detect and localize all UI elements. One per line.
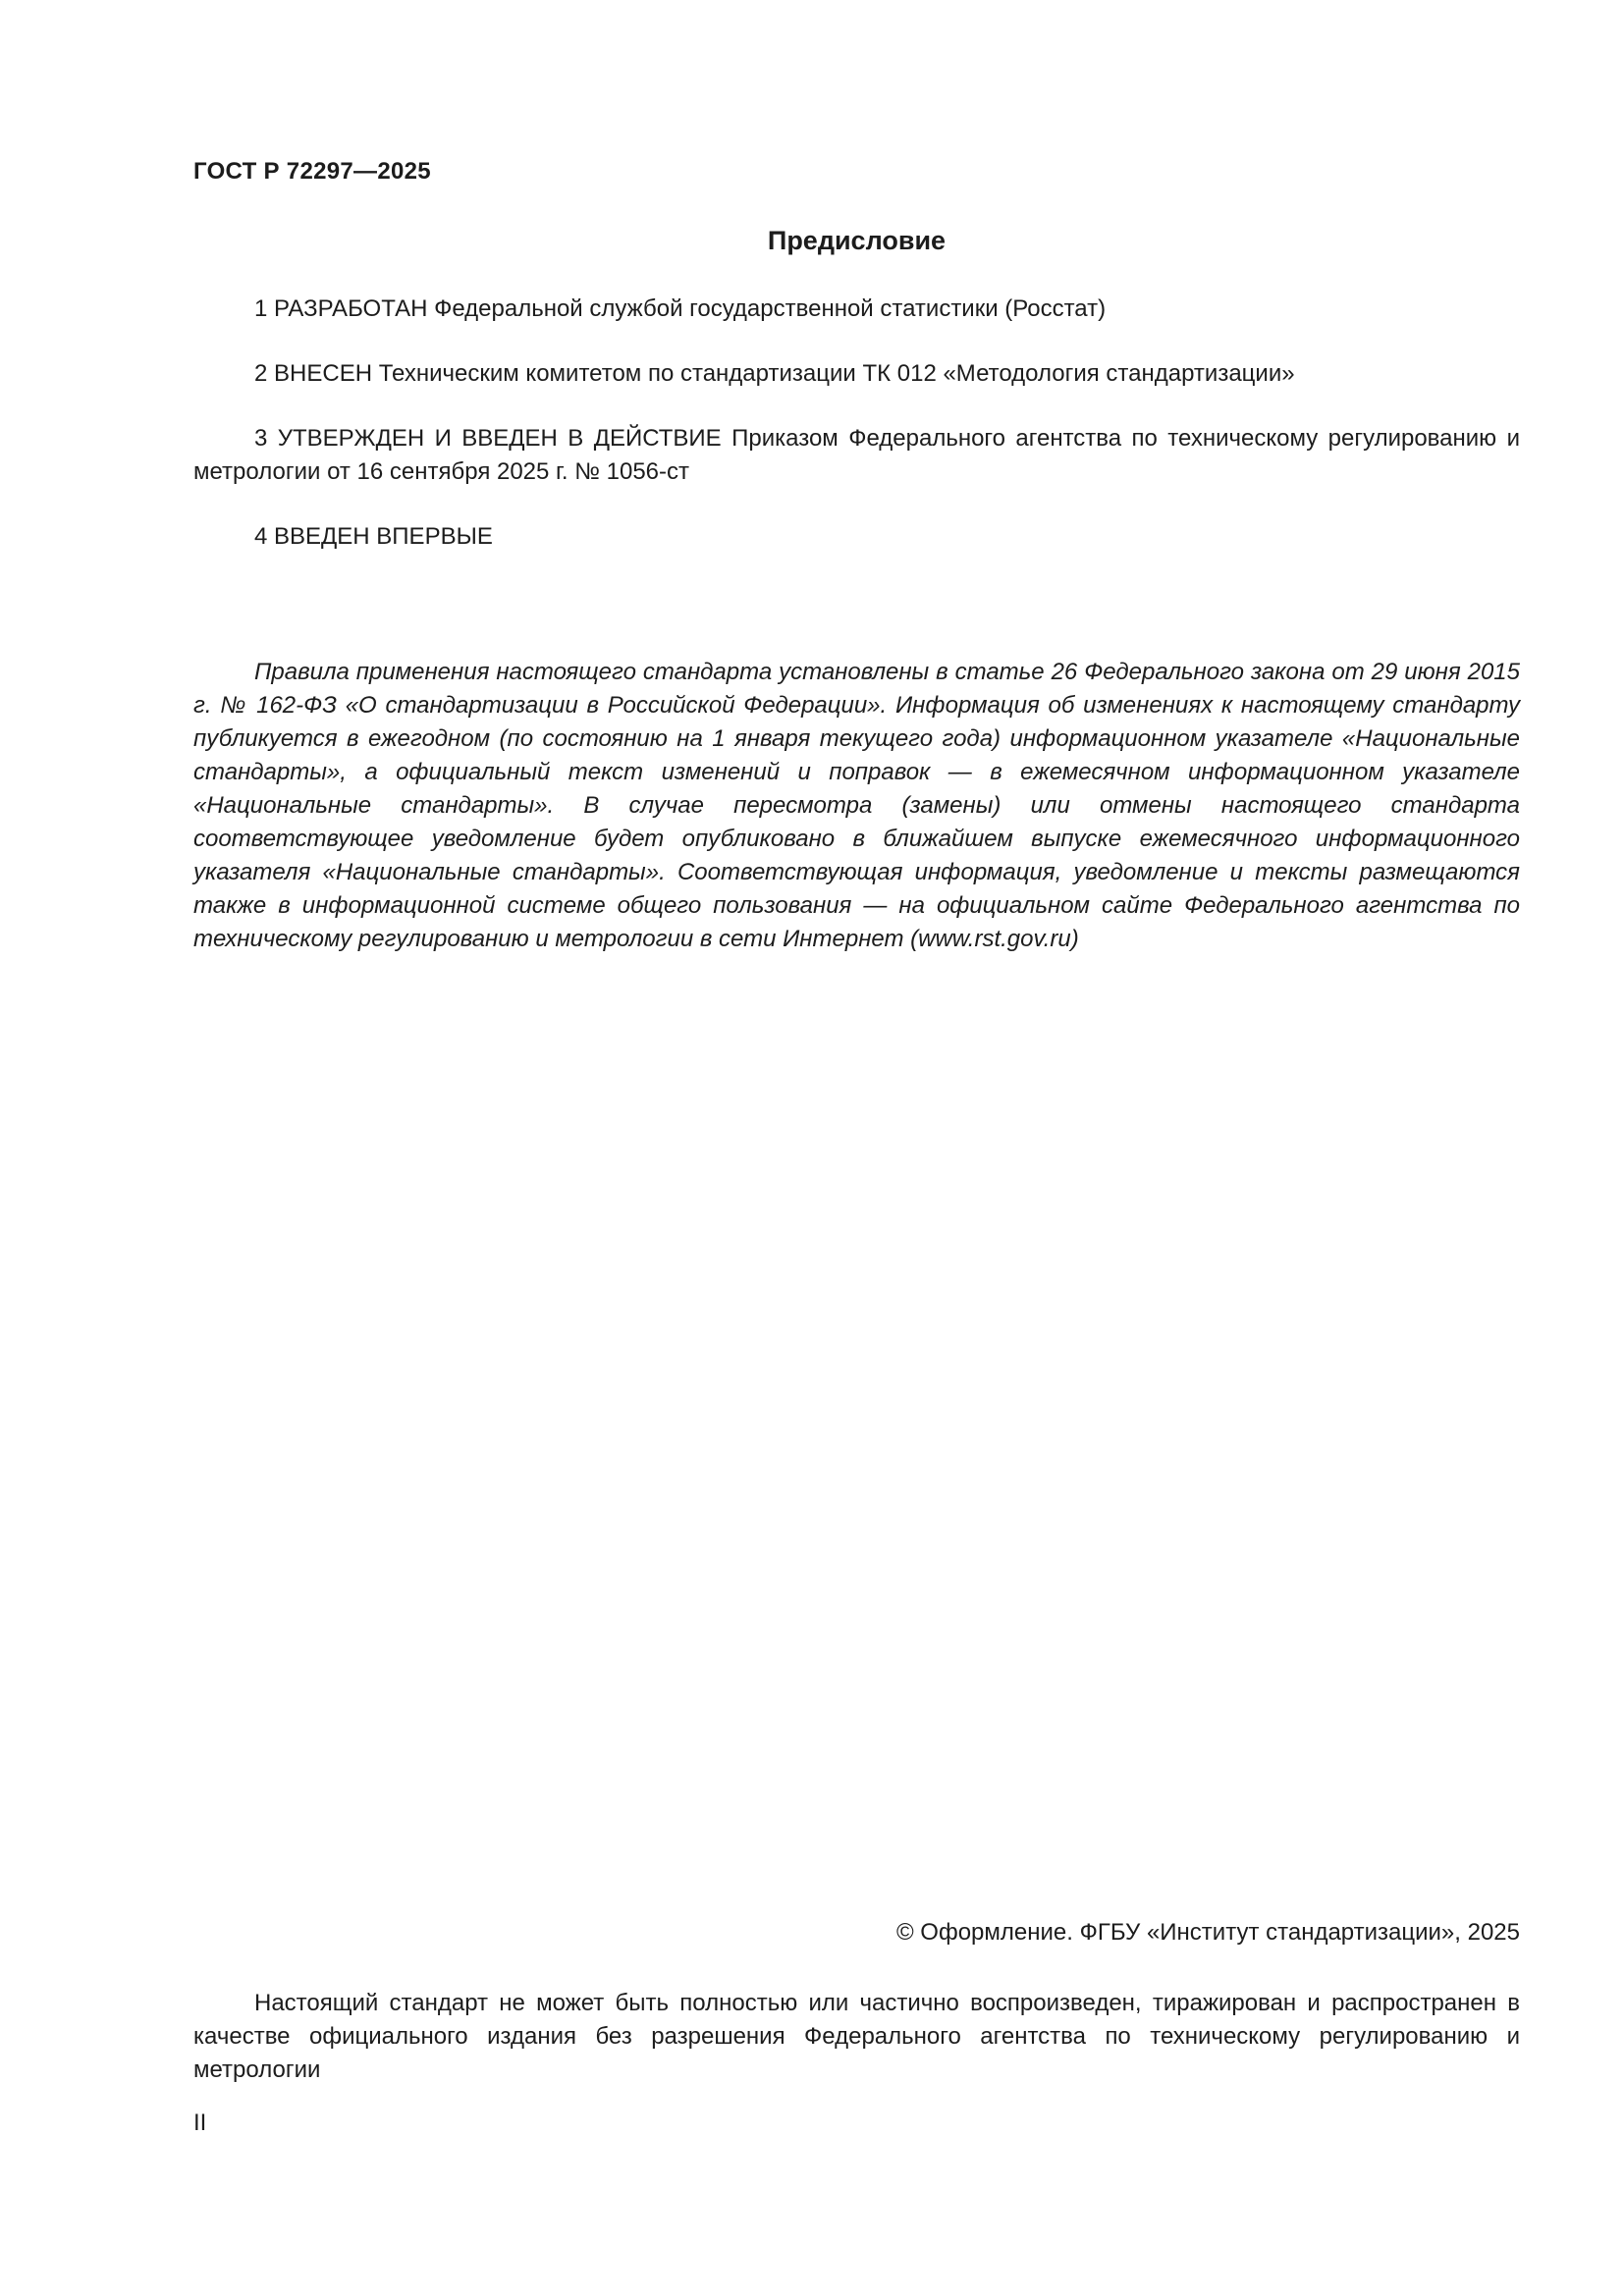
foreword-item-submitted: 2 ВНЕСЕН Техническим комитетом по стандартизации ТК 012 «Методология стандартизации» xyxy=(254,360,1295,387)
page-number: II xyxy=(193,2109,207,2136)
copyright-line: © Оформление. ФГБУ «Институт стандартизации», 2025 xyxy=(895,1919,1520,1946)
legal-notice: Правила применения настоящего стандарта установлены в статье 26 Федерального закона от 29 июня 2015 г. № 162-ФЗ «О стандартизации в Российской Федерации». Информация об изменениях к настоящему стандарту публикуется в ежегодном (по состоянию на 1 января текущего года) информационном указателе «Национальные стандарты», а официальный текст изменений и поправок — в ежемесячном информационном указателе «Национальные стандарты». В случае пересмотра (замены) или отмены настоящего стандарта соответствующее уведомление будет опубликовано в ближайшем выпуске ежемесячного информационного указателя «Национальные стандарты». Соответствующая информация, уведомление и тексты размещаются также в информационной системе общего пользования — на официальном сайте Федерального агентства по техническому регулированию и метрологии в сети Интернет (www.rst.gov.ru) xyxy=(193,659,1520,952)
foreword-item-developed: 1 РАЗРАБОТАН Федеральной службой государственной статистики (Росстат) xyxy=(254,295,1107,322)
reproduction-notice: Настоящий стандарт не может быть полностью или частично воспроизведен, тиражирован и распространен в качестве официального издания без разрешения Федерального агентства по техническому регулированию и метрологии xyxy=(193,1990,1520,2083)
document-code-header: ГОСТ Р 72297—2025 xyxy=(193,158,431,185)
foreword-item-approved: 3 УТВЕРЖДЕН И ВВЕДЕН В ДЕЙСТВИЕ Приказом Федерального агентства по техническому регулированию и метрологии от 16 сентября 2025 г. № 1056-ст xyxy=(193,425,1520,485)
page-footer-block xyxy=(193,1916,1520,2140)
foreword-item-first-introduced: 4 ВВЕДЕН ВПЕРВЫЕ xyxy=(254,523,493,550)
page-title: Предисловие xyxy=(767,226,947,255)
